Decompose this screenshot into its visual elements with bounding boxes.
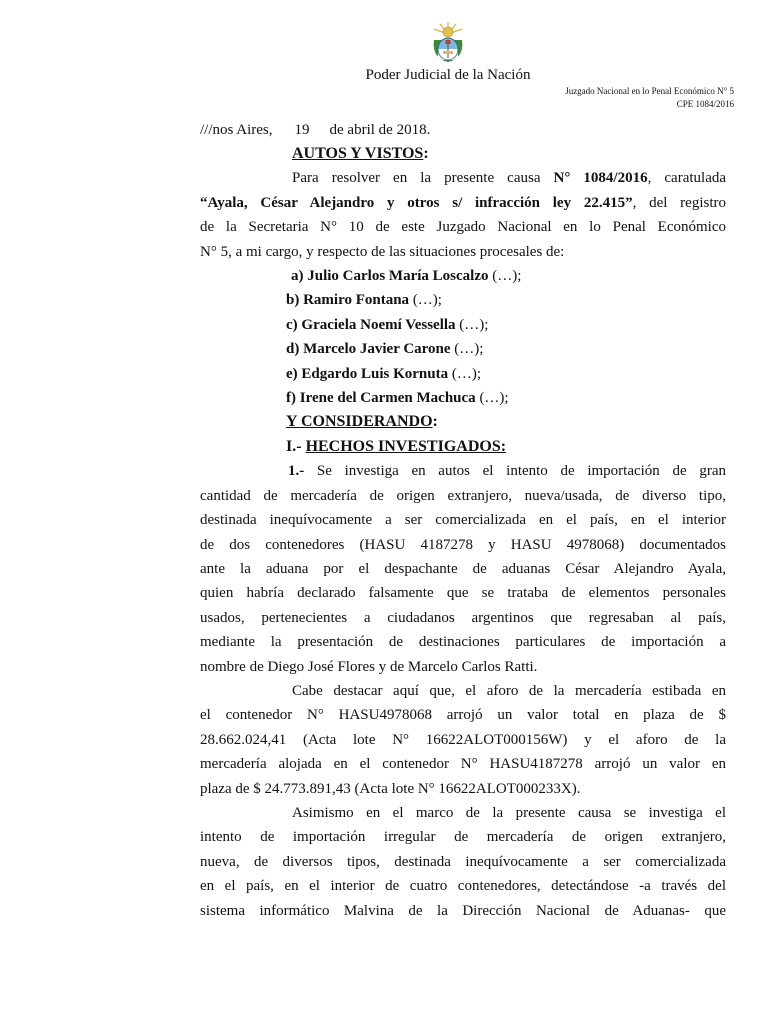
paragraph-line: destinada inequívocamente a ser comercializada en el país, en el interior: [200, 512, 726, 529]
person-item: e) Edgardo Luis Kornuta (…);: [286, 365, 482, 382]
paragraph-line: plaza de $ 24.773.891,43 (Acta lote N° 16622ALOT000233X).: [200, 780, 581, 797]
document-body: [200, 118, 726, 923]
court-name: Juzgado Nacional en lo Penal Económico N° 5: [565, 86, 734, 96]
paragraph-line: de dos contenedores (HASU 4187278 y HASU 4978068) documentados: [200, 536, 726, 553]
person-item: d) Marcelo Javier Carone (…);: [286, 341, 484, 358]
date-day: 19: [294, 122, 310, 138]
paragraph-line: sistema informático Malvina de la Dirección Nacional de Aduanas- que: [200, 902, 726, 919]
paragraph-line: nombre de Diego José Flores y de Marcelo Carlos Ratti.: [200, 658, 538, 675]
date-rest: de abril de 2018.: [329, 122, 431, 138]
considerando-heading: Y CONSIDERANDO:: [286, 413, 438, 431]
person-item: b) Ramiro Fontana (…);: [286, 292, 442, 309]
paragraph-line: mercadería alojada en el contenedor N° HASU4187278 arrojó un valor en: [200, 756, 726, 773]
autos-line-1: Para resolver en la presente causa N° 1084/2016, caratulada: [292, 170, 727, 187]
person-item: a) Julio Carlos María Loscalzo (…);: [291, 268, 522, 285]
person-item: c) Graciela Noemí Vessella (…);: [286, 316, 489, 333]
case-reference: CPE 1084/2016: [676, 99, 734, 109]
paragraph-line: quien habría declarado falsamente que se trataba de elementos personales: [200, 585, 726, 602]
paragraph-line: ante la aduana por el despachante de aduanas César Alejandro Ayala,: [200, 560, 726, 577]
autos-heading: AUTOS Y VISTOS:: [292, 145, 429, 162]
paragraph-line: usados, pertenecientes a ciudadanos argentinos que regresaban al país,: [200, 609, 726, 626]
paragraph-line: 28.662.024,41 (Acta lote N° 16622ALOT000156W) y el aforo de la: [200, 731, 726, 748]
national-seal-icon: [428, 20, 468, 64]
autos-line-3: de la Secretaria N° 10 de este Juzgado Nacional en lo Penal Económico: [200, 219, 726, 236]
hechos-heading: I.- HECHOS INVESTIGADOS:: [286, 437, 507, 455]
autos-line-2: “Ayala, César Alejandro y otros s/ infracción ley 22.415”, del registro: [200, 194, 726, 211]
paragraph-line: en el país, en el interior de cuatro contenedores, detectándose -a través del: [200, 878, 726, 895]
paragraph-line: Cabe destacar aquí que, el aforo de la mercadería estibada en: [292, 682, 726, 699]
date-place: ///nos Aires,: [200, 122, 273, 138]
paragraph-line: 1.- Se investiga en autos el intento de importación de gran: [288, 463, 726, 480]
date-line: [200, 118, 726, 142]
paragraph-line: Asimismo en el marco de la presente causa se investiga el: [292, 804, 726, 821]
autos-line-4: N° 5, a mi cargo, y respecto de las situaciones procesales de:: [200, 243, 565, 260]
paragraph-line: mediante la presentación de destinaciones particulares de importación a: [200, 634, 726, 651]
paragraph-line: intento de importación irregular de mercadería de origen extranjero,: [200, 829, 726, 846]
page-header-title: Poder Judicial de la Nación: [365, 67, 531, 83]
person-item: f) Irene del Carmen Machuca (…);: [286, 390, 509, 407]
paragraph-line: cantidad de mercadería de origen extranjero, nueva/usada, de diverso tipo,: [200, 487, 726, 504]
paragraph-line: nueva, de diversos tipos, destinada inequívocamente a ser comercializada: [200, 853, 726, 870]
paragraph-line: el contenedor N° HASU4978068 arrojó un valor total en plaza de $: [200, 707, 726, 724]
